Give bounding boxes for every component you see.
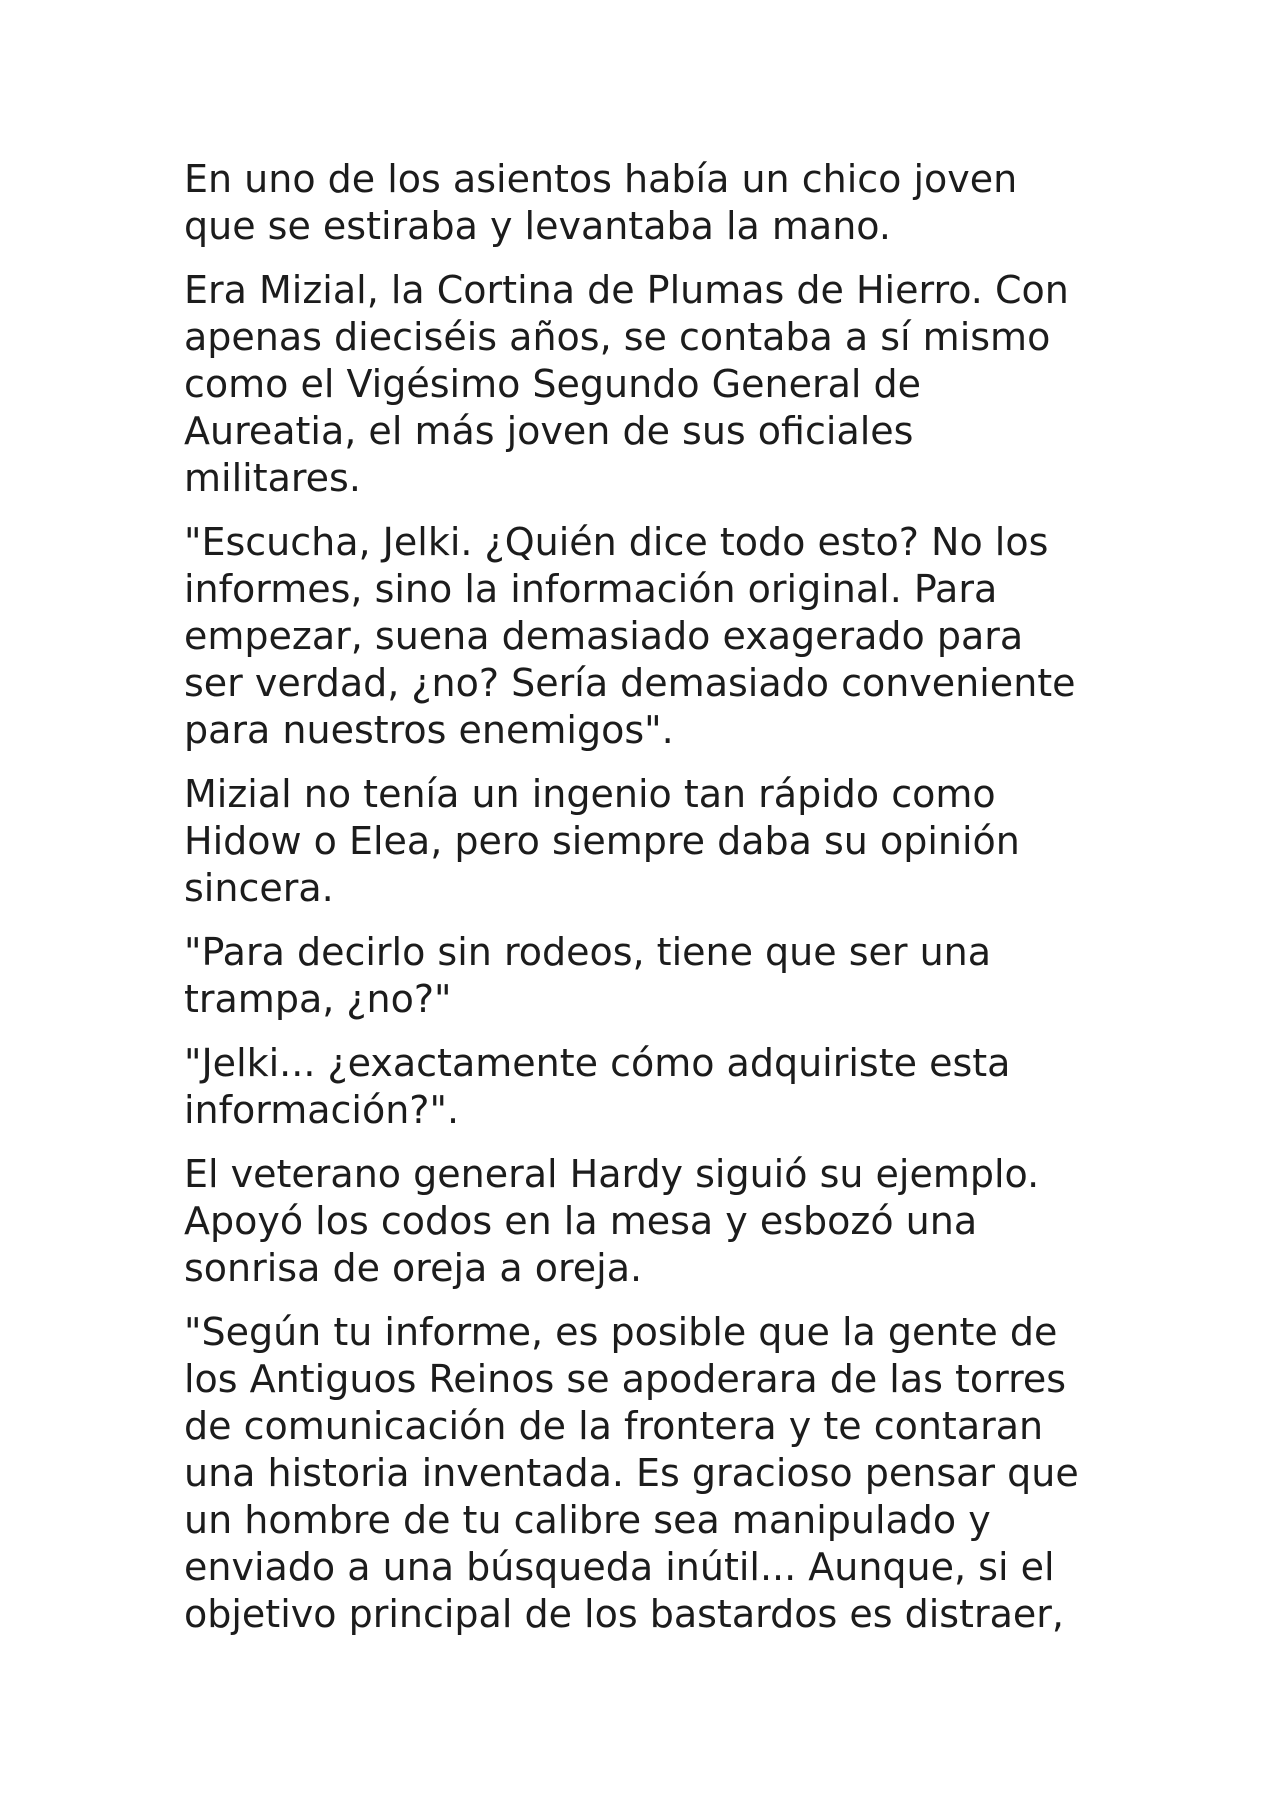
paragraph-1: En uno de los asientos había un chico joven que se estiraba y levantaba la mano. <box>184 157 1018 248</box>
paragraph-7: El veterano general Hardy siguió su ejemplo. Apoyó los codos en la mesa y esbozó una sonrisa de oreja a oreja. <box>184 1152 1040 1290</box>
body-text <box>184 156 1134 1655</box>
paragraph-6: "Jelki... ¿exactamente cómo adquiriste esta información?". <box>184 1041 1011 1132</box>
paragraph-3: "Escucha, Jelki. ¿Quién dice todo esto? No los informes, sino la información original. Para empezar, suena demasiado exagerado para ser verdad, ¿no? Sería demasiado conveniente para nuestros enemigos". <box>184 520 1076 752</box>
paragraph-5: "Para decirlo sin rodeos, tiene que ser una trampa, ¿no?" <box>184 930 992 1021</box>
paragraph-8: "Según tu informe, es posible que la gente de los Antiguos Reinos se apoderara de las torres de comunicación de la frontera y te contaran una historia inventada. Es gracioso pensar que un hombre de tu calibre sea manipulado y enviado a una búsqueda inútil... Aunque, si el objetivo principal de los bastardos es distraer, <box>184 1310 1079 1636</box>
paragraph-2: Era Mizial, la Cortina de Plumas de Hierro. Con apenas dieciséis años, se contaba a sí mismo como el Vigésimo Segundo General de Aureatia, el más joven de sus oficiales militares. <box>184 268 1069 500</box>
paragraph-4: Mizial no tenía un ingenio tan rápido como Hidow o Elea, pero siempre daba su opinión sincera. <box>184 772 1020 910</box>
